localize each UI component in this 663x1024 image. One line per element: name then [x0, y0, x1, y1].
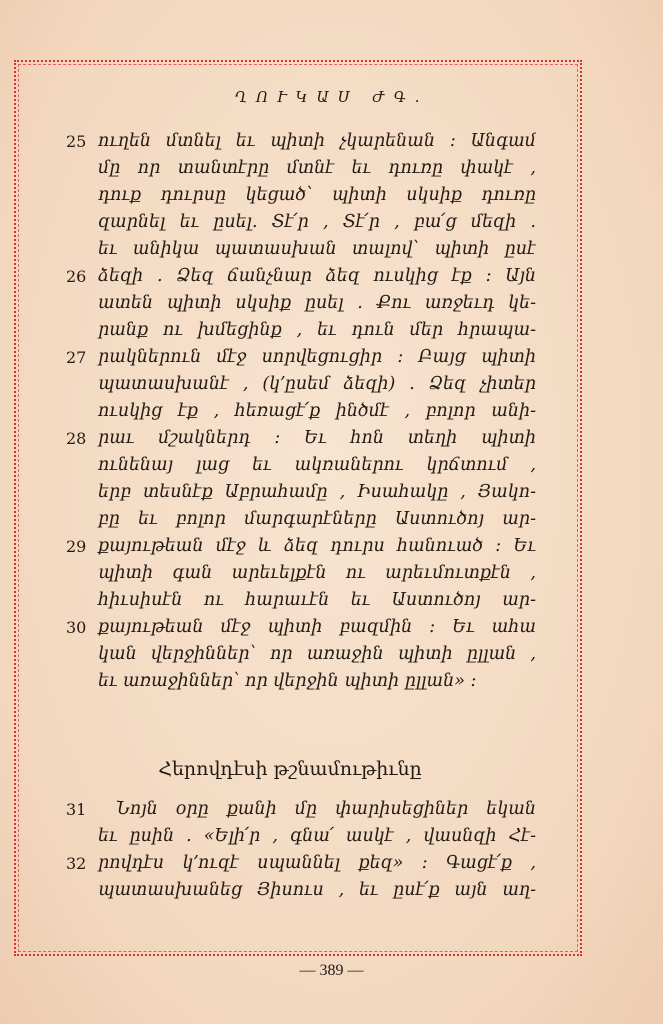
- text-line: [66, 587, 536, 614]
- line-text: պիտի գան արեւելքէն ու արեւմուտքէն ,: [98, 563, 536, 583]
- line-text: բը եւ բոլոր մարգարէները Աստուծոյ ար-: [98, 509, 536, 529]
- line-text: զարնել եւ ըսել. Տէ՛ր , Տէ՛ր , բա՛ց մեզի .: [98, 212, 536, 232]
- line-text: մը որ տանտէրը մտնէ եւ դուռը փակէ ,: [98, 158, 536, 178]
- verse-number: 27: [66, 348, 87, 367]
- text-line: [66, 290, 536, 317]
- text-line: [66, 641, 536, 668]
- line-text: ունենայ լաց եւ ակռաներու կրճտում ,: [98, 455, 536, 475]
- line-text: ձեզի . Ձեզ ճանչնար ձեզ ուսկից էք : Այն: [98, 266, 536, 286]
- text-line: [66, 317, 536, 344]
- line-text: րակներուն մէջ սորվեցուցիր : Բայց պիտի: [98, 347, 536, 367]
- verse-number: 26: [66, 267, 87, 286]
- text-line: [66, 371, 536, 398]
- line-text: պատասխանէ , (կ՚ըսեմ ձեզի) . Ձեզ չիտեր: [98, 374, 536, 394]
- text-line: [66, 263, 536, 290]
- text-line: [66, 344, 536, 371]
- line-text: երբ տեսնէք Աբրահամը , Իսահակը , Յակո-: [98, 482, 536, 502]
- text-line: [66, 236, 536, 263]
- text-line: [66, 560, 536, 587]
- text-block-verses-31-32: [66, 796, 536, 904]
- line-text: եւ անիկա պատասխան տալով՝ պիտի ըսէ: [98, 239, 536, 259]
- line-text: պատասխանեց Յիսուս , եւ ըսէ՛ք այն աղ-: [98, 880, 536, 900]
- verse-number: 25: [66, 132, 87, 151]
- verse-number: 31: [66, 800, 87, 819]
- verse-number: 28: [66, 429, 87, 448]
- line-text: րովդէս կ՚ուզէ սպաննել քեզ» : Գացէ՛ք ,: [98, 853, 536, 873]
- running-head: ՂՈՒԿԱՍ ԺԳ.: [234, 88, 429, 106]
- verse-number: 30: [66, 618, 87, 637]
- text-block-verses-25-30: [66, 128, 536, 695]
- text-line: [66, 533, 536, 560]
- text-line: [66, 452, 536, 479]
- line-text: դուք դուրսը կեցած՝ պիտի սկսիք դուռը: [98, 185, 536, 205]
- line-text: ուղեն մտնել եւ պիտի չկարենան : Անգամ: [98, 131, 536, 151]
- line-text: ուսկից էք , հեռացէ՛ք ինծմէ , բոլոր անի-: [98, 401, 536, 421]
- verse-number: 29: [66, 537, 87, 556]
- section-subheading: Հերովդէսի թշնամութիւնը: [158, 758, 422, 780]
- text-line: [66, 425, 536, 452]
- line-text: րանք ու խմեցինք , եւ դուն մեր հրապա-: [98, 320, 536, 340]
- text-line: [66, 668, 536, 695]
- line-text: հիւսիսէն ու հարաւէն եւ Աստուծոյ ար-: [98, 590, 536, 610]
- line-text: Նոյն օրը քանի մը փարիսեցիներ եկան: [116, 799, 536, 819]
- text-line: [66, 796, 536, 823]
- text-line: [66, 182, 536, 209]
- text-line: [66, 850, 536, 877]
- text-line: [66, 877, 536, 904]
- line-text: եւ ըսին . «Ելի՛ր , գնա՛ ասկէ , վասնզի Հէ-: [98, 826, 536, 846]
- line-text: կան վերջիններ՝ որ առաջին պիտի ըլլան ,: [98, 644, 536, 664]
- text-line: [66, 614, 536, 641]
- text-line: [66, 128, 536, 155]
- line-text: քայութեան մէջ պիտի բազմին : Եւ ահա: [98, 617, 536, 637]
- line-text: եւ առաջիններ՝ որ վերջին պիտի ըլլան» :: [98, 671, 477, 691]
- line-text: քայութեան մէջ և ձեզ դուրս հանուած : Եւ: [98, 536, 536, 556]
- page-number: — 389 —: [299, 962, 364, 979]
- text-line: [66, 479, 536, 506]
- verse-number: 32: [66, 854, 87, 873]
- text-line: [66, 506, 536, 533]
- text-line: [66, 155, 536, 182]
- line-text: ատեն պիտի սկսիք ըսել . Քու առջեւդ կե-: [98, 293, 536, 313]
- text-line: [66, 823, 536, 850]
- text-line: [66, 398, 536, 425]
- text-line: [66, 209, 536, 236]
- line-text: րաւ մշակներդ : Եւ հոն տեղի պիտի: [98, 428, 536, 448]
